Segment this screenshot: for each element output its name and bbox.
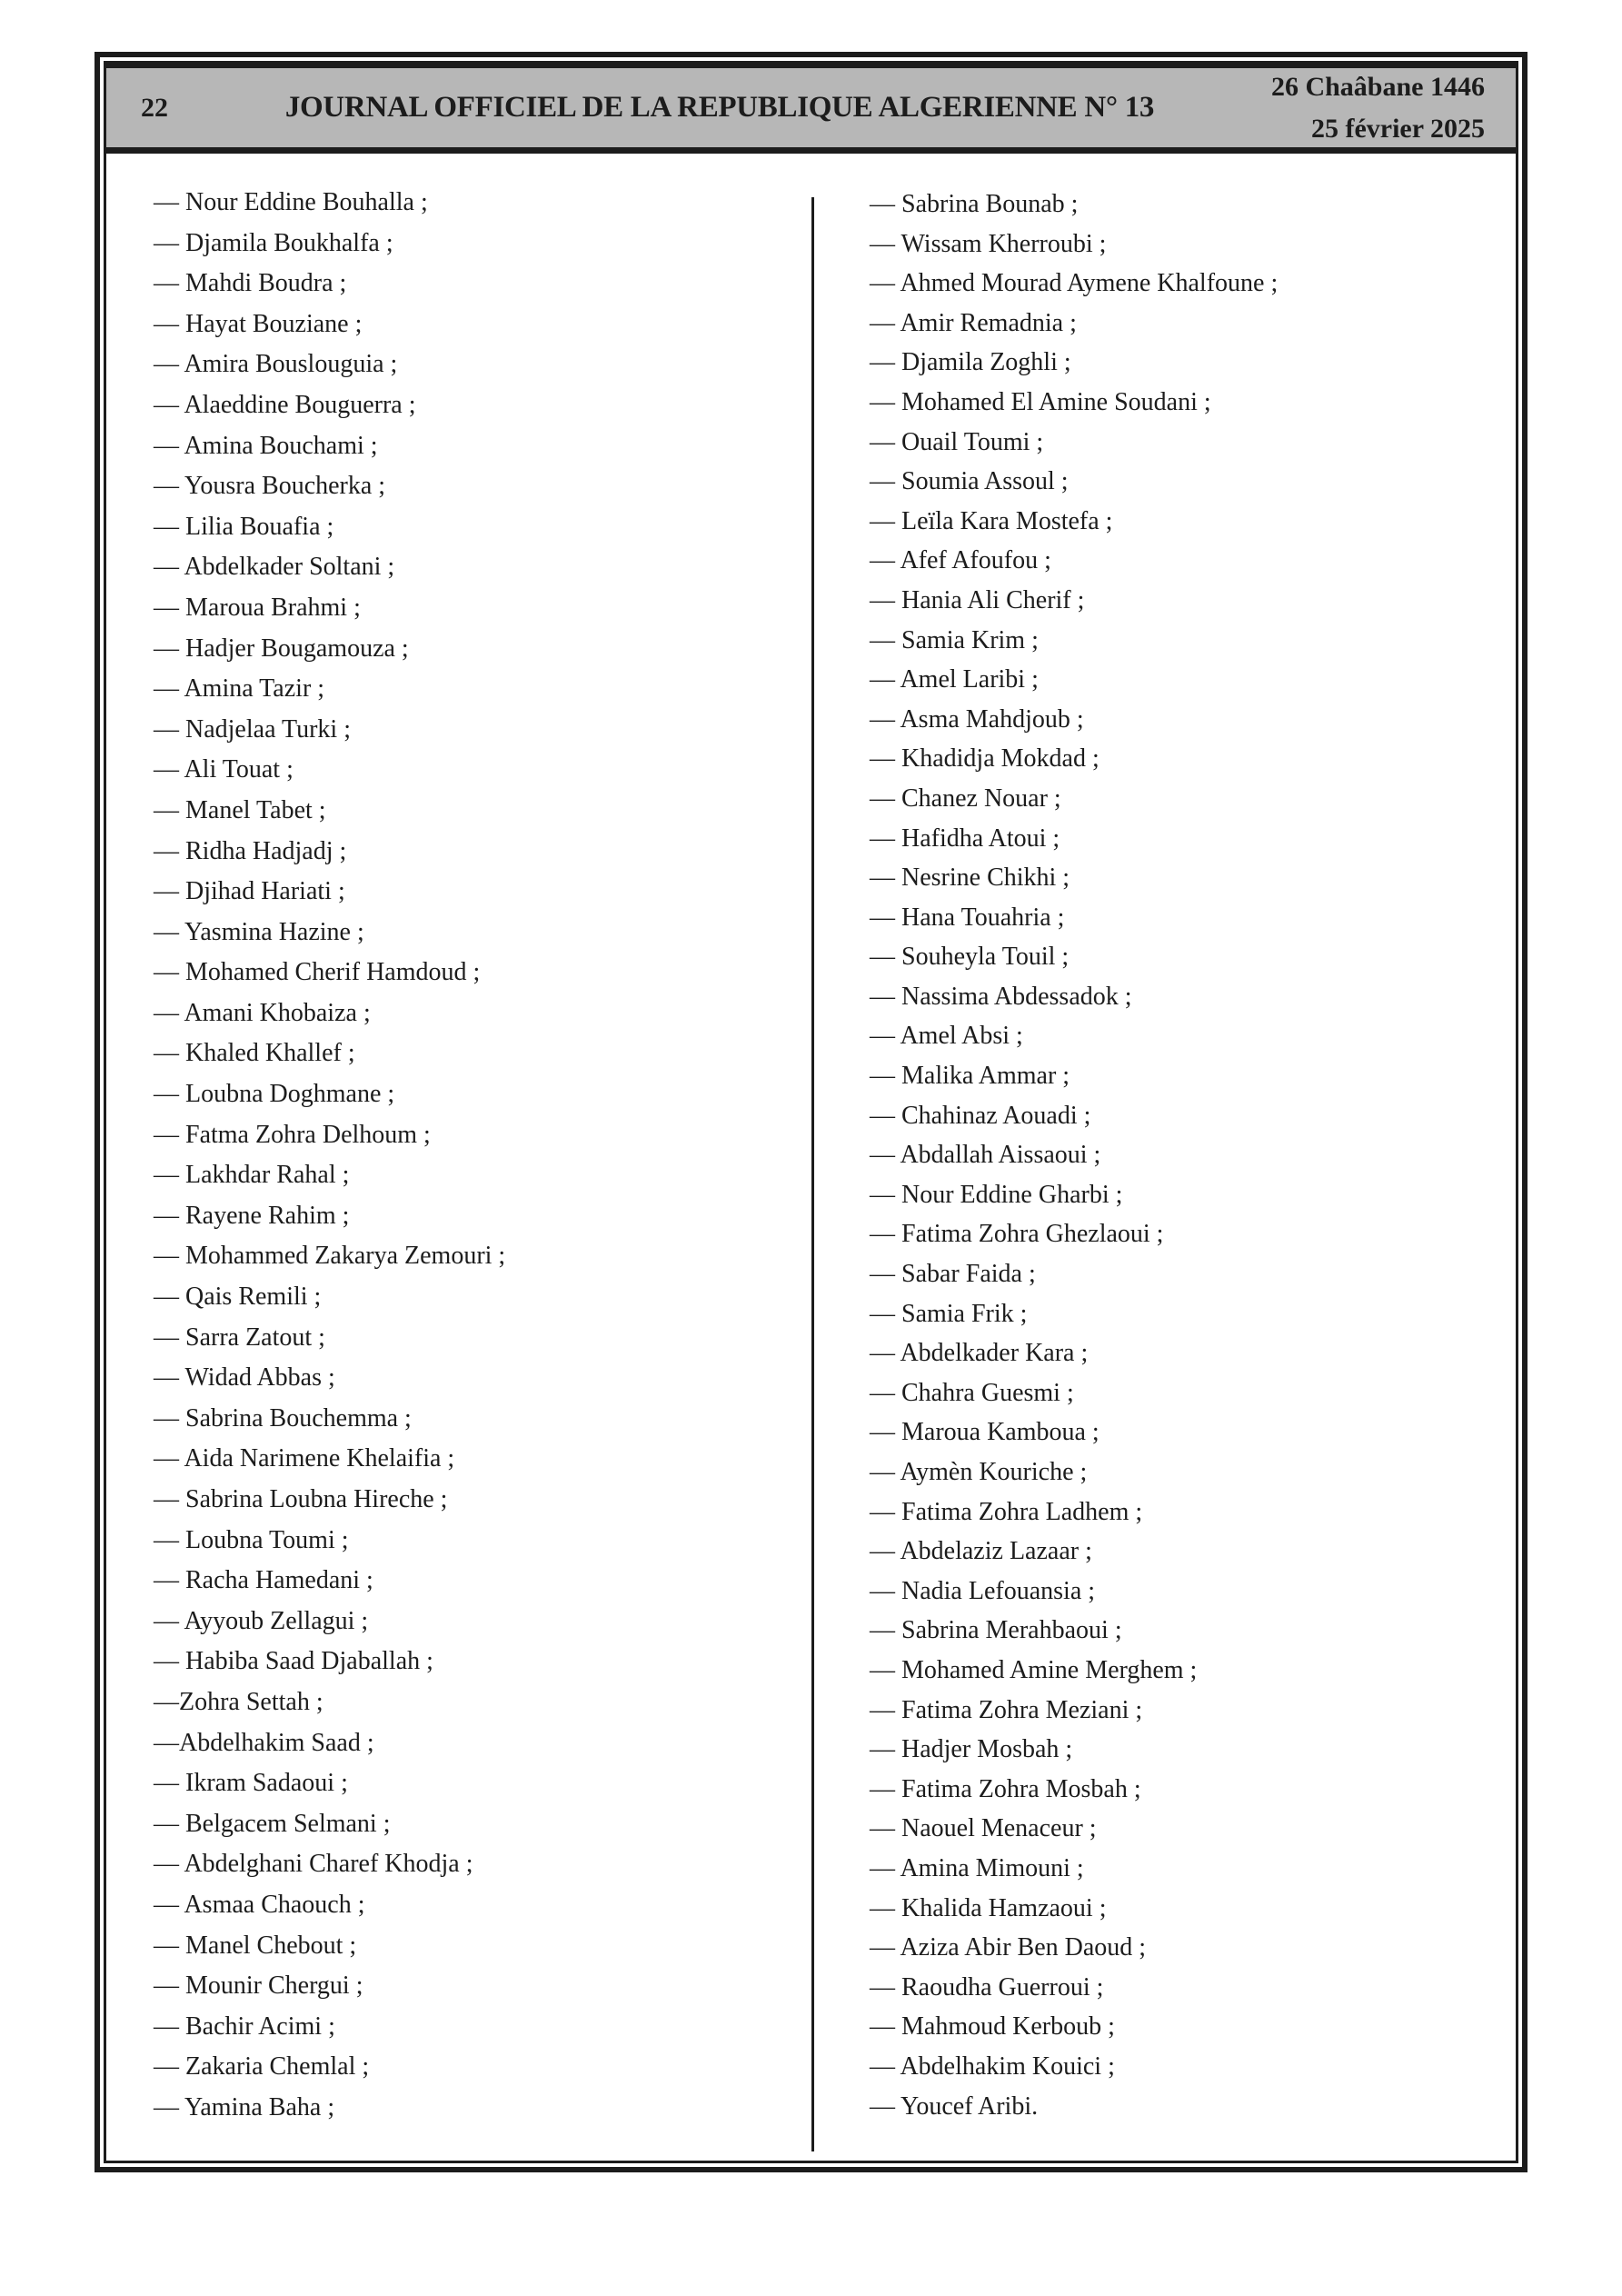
list-item: — Abdelaziz Lazaar ;: [870, 1537, 1092, 1566]
list-item: — Leïla Kara Mostefa ;: [870, 506, 1113, 535]
list-item: — Soumia Assoul ;: [870, 467, 1069, 496]
list-item: — Aymèn Kouriche ;: [870, 1458, 1088, 1486]
list-item: — Ridha Hadjadj ;: [154, 836, 347, 865]
list-item: — Chanez Nouar ;: [870, 784, 1061, 813]
list-item: — Amina Mimouni ;: [870, 1853, 1084, 1882]
list-item: — Fatima Zohra Ghezlaoui ;: [870, 1220, 1164, 1249]
list-item: — Aziza Abir Ben Daoud ;: [870, 1933, 1147, 1962]
list-item: — Lakhdar Rahal ;: [154, 1161, 350, 1190]
list-item: — Khadidja Mokdad ;: [870, 744, 1100, 774]
list-item: — Mohammed Zakarya Zemouri ;: [154, 1242, 506, 1271]
list-item: — Ikram Sadaoui ;: [154, 1769, 348, 1798]
list-item: — Mohamed Amine Merghem ;: [870, 1655, 1198, 1684]
page-content: [106, 154, 1516, 2161]
list-item: — Ouail Toumi ;: [870, 427, 1044, 456]
list-item: — Zakaria Chemlal ;: [154, 2052, 370, 2081]
list-item: — Raoudha Guerroui ;: [870, 1972, 1104, 2002]
list-item: — Khalida Hamzaoui ;: [870, 1893, 1107, 1922]
list-item: — Sabrina Merahbaoui ;: [870, 1616, 1122, 1645]
list-item: — Nour Eddine Bouhalla ;: [154, 188, 428, 216]
column-divider-rule: [811, 197, 814, 2151]
list-item: — Mohamed Cherif Hamdoud ;: [154, 958, 481, 987]
list-item: — Abdelkader Kara ;: [870, 1339, 1089, 1368]
list-item: — Fatima Zohra Mosbah ;: [870, 1774, 1141, 1803]
list-item: — Amel Absi ;: [870, 1022, 1023, 1051]
list-item: — Nadia Lefouansia ;: [870, 1576, 1096, 1605]
page-inner-frame: [104, 61, 1518, 2163]
list-item: — Sabrina Bouchemma ;: [154, 1403, 412, 1433]
list-item: — Djamila Zoghli ;: [870, 348, 1071, 377]
list-item: — Fatima Zohra Ladhem ;: [870, 1497, 1143, 1526]
list-item: — Chahinaz Aouadi ;: [870, 1101, 1091, 1130]
list-item: — Samia Krim ;: [870, 625, 1039, 654]
list-item: — Hafidha Atoui ;: [870, 824, 1060, 853]
list-item: — Hayat Bouziane ;: [154, 309, 363, 338]
list-item: — Bachir Acimi ;: [154, 2011, 335, 2041]
list-item: — Rayene Rahim ;: [154, 1201, 350, 1230]
list-item: — Youcef Aribi.: [870, 2091, 1039, 2121]
list-item: — Mahmoud Kerboub ;: [870, 2012, 1115, 2041]
date-hijri: 26 Chaâbane 1446: [1270, 71, 1485, 102]
list-item: — Manel Tabet ;: [154, 795, 326, 824]
list-item: — Samia Frik ;: [870, 1299, 1028, 1328]
list-item: — Lilia Bouafia ;: [154, 512, 334, 541]
list-item: — Alaeddine Bouguerra ;: [154, 390, 416, 419]
page-header: [106, 64, 1516, 154]
list-item: — Asmaa Chaouch ;: [154, 1890, 365, 1919]
list-item: — Asma Mahdjoub ;: [870, 704, 1084, 734]
list-item: — Hadjer Bougamouza ;: [154, 634, 409, 663]
name-list-right-column: [870, 185, 1510, 2126]
list-item: — Ahmed Mourad Aymene Khalfoune ;: [870, 269, 1279, 298]
list-item: — Nassima Abdessadok ;: [870, 982, 1132, 1011]
list-item: — Fatima Zohra Meziani ;: [870, 1695, 1143, 1724]
list-item: — Djihad Hariati ;: [154, 877, 345, 906]
list-item: — Yasmina Hazine ;: [154, 917, 364, 946]
list-item: — Yousra Boucherka ;: [154, 472, 386, 501]
list-item: — Abdelhakim Kouici ;: [870, 2051, 1115, 2081]
name-list-left-column: [154, 183, 803, 2129]
list-item: — Mohamed El Amine Soudani ;: [870, 387, 1211, 416]
list-item: — Maroua Brahmi ;: [154, 593, 361, 622]
list-item: — Yamina Baha ;: [154, 2092, 335, 2121]
list-item: — Widad Abbas ;: [154, 1363, 335, 1393]
list-item: — Fatma Zohra Delhoum ;: [154, 1120, 431, 1149]
list-item: — Afef Afoufou ;: [870, 546, 1051, 575]
list-item: — Hadjer Mosbah ;: [870, 1735, 1073, 1764]
list-item: — Abdallah Aissaoui ;: [870, 1141, 1101, 1170]
list-item: — Habiba Saad Djaballah ;: [154, 1647, 433, 1676]
date-gregorian: 25 février 2025: [1310, 113, 1485, 144]
list-item: — Qais Remili ;: [154, 1283, 322, 1312]
list-item: — Loubna Doghmane ;: [154, 1080, 395, 1109]
list-item: — Sabar Faida ;: [870, 1260, 1036, 1289]
list-item: — Malika Ammar ;: [870, 1062, 1070, 1091]
list-item: — Hania Ali Cherif ;: [870, 585, 1085, 614]
list-item: —Abdelhakim Saad ;: [154, 1728, 374, 1757]
list-item: — Ali Touat ;: [154, 755, 294, 784]
list-item: — Souheyla Touil ;: [870, 943, 1070, 972]
list-item: — Sabrina Loubna Hireche ;: [154, 1485, 448, 1513]
list-item: — Amir Remadnia ;: [870, 308, 1077, 337]
list-item: — Manel Chebout ;: [154, 1931, 357, 1960]
list-item: — Amina Tazir ;: [154, 674, 325, 704]
list-item: — Abdelghani Charef Khodja ;: [154, 1850, 473, 1879]
page-outer-frame: [95, 52, 1527, 2172]
list-item: — Aida Narimene Khelaifia ;: [154, 1444, 455, 1473]
list-item: — Amel Laribi ;: [870, 665, 1039, 694]
list-item: — Khaled Khallef ;: [154, 1039, 355, 1068]
list-item: — Djamila Boukhalfa ;: [154, 228, 393, 257]
list-item: — Mahdi Boudra ;: [154, 269, 347, 298]
list-item: —Zohra Settah ;: [154, 1687, 323, 1716]
list-item: — Sarra Zatout ;: [154, 1323, 325, 1352]
list-item: — Belgacem Selmani ;: [154, 1809, 391, 1838]
list-item: — Abdelkader Soltani ;: [154, 553, 395, 582]
page-number: 22: [141, 92, 168, 123]
list-item: — Nesrine Chikhi ;: [870, 863, 1070, 893]
list-item: — Nadjelaa Turki ;: [154, 714, 351, 744]
list-item: — Chahra Guesmi ;: [870, 1378, 1074, 1407]
list-item: — Amani Khobaiza ;: [154, 998, 371, 1027]
list-item: — Nour Eddine Gharbi ;: [870, 1180, 1123, 1209]
list-item: — Maroua Kamboua ;: [870, 1418, 1100, 1447]
list-item: — Amira Bouslouguia ;: [154, 350, 398, 379]
list-item: — Sabrina Bounab ;: [870, 190, 1079, 218]
list-item: — Wissam Kherroubi ;: [870, 229, 1107, 258]
list-item: — Racha Hamedani ;: [154, 1566, 373, 1595]
list-item: — Mounir Chergui ;: [154, 1972, 363, 2001]
list-item: — Hana Touahria ;: [870, 903, 1065, 932]
list-item: — Loubna Toumi ;: [154, 1525, 349, 1554]
list-item: — Ayyoub Zellagui ;: [154, 1606, 369, 1635]
list-item: — Naouel Menaceur ;: [870, 1814, 1097, 1843]
journal-title: JOURNAL OFFICIEL DE LA REPUBLIQUE ALGERIENNE N° 13: [284, 91, 1155, 124]
list-item: — Amina Bouchami ;: [154, 431, 378, 460]
header-dates: [1271, 66, 1485, 150]
